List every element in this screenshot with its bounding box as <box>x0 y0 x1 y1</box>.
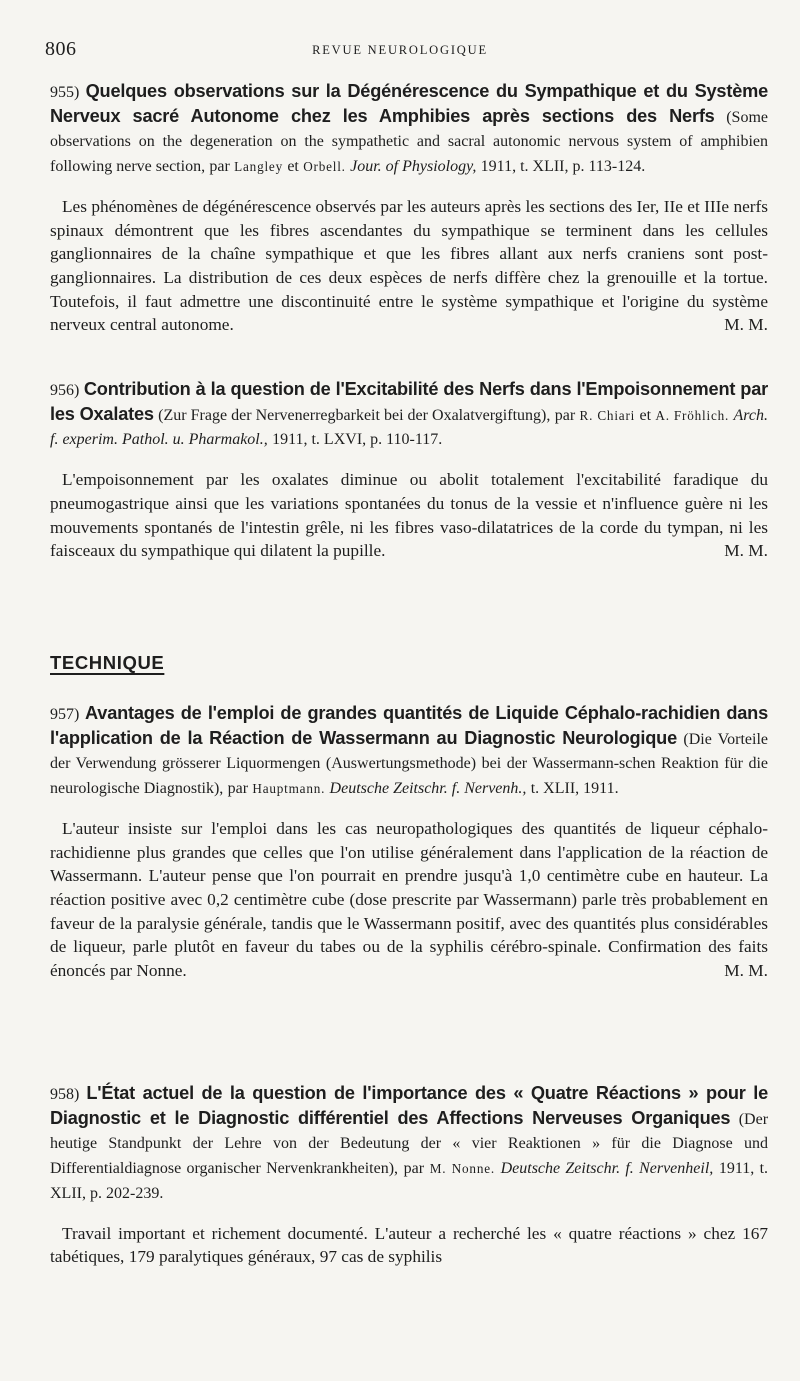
entry-number: 955) <box>50 84 80 101</box>
entry-title: L'État actuel de la question de l'importance des « Quatre Réactions » pour le Diagnostic et le Diagnostic différentiel des Affections Nerveuses Organiques <box>50 1083 768 1128</box>
entry-paragraph: L'auteur insiste sur l'emploi dans les cas neuropathologiques des quantités de liqueur céphalo-rachidienne plus grandes que celles que l'on utilise généralement dans l'application de la réaction de Wassermann. L'auteur pense que l'on pourrait en prendre jusqu'à 1,0 centimètre cube en hauteur. La réaction positive avec 0,2 centimètre cube (dose prescrite par Wassermann) parle très probablement en faveur de la paralysie générale, tandis que le Wassermann positif, avec des quantités plus considérables de liqueur, parle plutôt en faveur du tabes ou de la syphilis cérébro-spinale. Confirmation des faits énoncés par Nonne. <box>50 818 768 981</box>
entry-subtitle: (Some observations on the degeneration on the sympathetic and sacral autonomic nervous system of amphibien following nerve section, <box>50 108 768 176</box>
entry-heading <box>50 1082 768 1206</box>
entry-journal: Arch. f. experim. Pathol. u. Pharmakol., <box>50 406 768 449</box>
entry-number: 958) <box>50 1086 80 1103</box>
abstract-entry-958 <box>50 1082 768 1269</box>
section-heading: TECHNIQUE <box>50 652 165 673</box>
entry-heading <box>50 80 768 179</box>
entry-subtitle: (Zur Frage der Nervenerregbarkeit bei der Oxalatvergiftung), <box>158 406 551 424</box>
entry-signature: M. M. <box>724 315 768 335</box>
entry-paragraph: Travail important et richement documenté. L'auteur a recherché les « quatre réactions » chez 167 tabétiques, 179 paralytiques généraux, 97 cas de syphilis <box>50 1223 768 1267</box>
entry-author: A. Fröhlich. <box>655 407 730 423</box>
entry-number: 956) <box>50 382 80 399</box>
entry-heading <box>50 702 768 801</box>
entry-citation: 1911, t. XLII, p. 113-124. <box>480 158 646 176</box>
entry-body <box>50 817 768 983</box>
entry-author: Hauptmann. <box>252 781 326 797</box>
entry-journal: Deutsche Zeitschr. f. Nervenh., <box>329 780 527 798</box>
entry-title: Avantages de l'emploi de grandes quantités de Liquide Céphalo-rachidien dans l'application de la Réaction de Wassermann au Diagnostic Neurologique <box>50 703 768 748</box>
entry-par: par <box>403 1160 425 1178</box>
entry-citation: 1911, t. XLII, p. 202-239. <box>50 1160 769 1202</box>
entry-citation: t. XLII, 1911. <box>530 780 619 798</box>
entry-journal: Deutsche Zeitschr. f. Nervenheil, <box>500 1160 714 1178</box>
entry-subtitle: (Die Vorteile der Verwendung grösserer Liquormengen (Auswertungsmethode) bei der Wassermann-schen Reaktion für die neurologische Diagnostik), <box>50 730 769 798</box>
entry-body <box>50 195 768 337</box>
entry-body <box>50 468 768 563</box>
entry-signature: M. M. <box>724 961 768 981</box>
entry-paragraph: L'empoisonnement par les oxalates diminue ou abolit totalement l'excitabilité faradique du pneumogastrique ainsi que les variations spontanées du tonus de la vessie et n'influence guère ni les mouvements spontanés de l'intestin grêle, ni les fibres vaso-dilatatrices de la corde du tympan, ni les faisceaux du sympathique qui dilatent la pupille. <box>50 470 768 561</box>
entry-author: Langley <box>234 159 283 175</box>
entry-body <box>50 1222 768 1269</box>
entry-author: Orbell. <box>303 159 346 175</box>
entry-signature: M. M. <box>724 541 768 561</box>
abstract-entry-957 <box>50 702 768 983</box>
running-head: REVUE NEUROLOGIQUE <box>312 43 488 57</box>
entry-subtitle: (Der heutige Standpunkt der Lehre von der Bedeutung der « vier Reaktionen » für die Diagnose und Differentialdiagnose organischer Nervenkrankheiten), <box>50 1110 769 1178</box>
abstract-entry-956 <box>50 378 768 563</box>
entry-citation: 1911, t. LXVI, p. 110-117. <box>272 431 443 449</box>
entry-paragraph: Les phénomènes de dégénérescence observés par les auteurs après les sections des Ier, IIe et IIIe nerfs spinaux démontrent que les fibres ascendantes du sympathique se terminent dans les cellules ganglionnaires de la chaîne sympathique et que les fibres allant aux nerfs craniens sont post-ganglionnaires. La distribution de ces deux espèces de nerfs diffère chez la grenouille et la tortue. Toutefois, il faut admettre une discontinuité entre le système sympathique et l'origine du système nerveux central autonome. <box>50 196 768 335</box>
entry-heading <box>50 378 768 452</box>
entry-author: R. Chiari <box>579 407 636 423</box>
entry-number: 957) <box>50 706 80 723</box>
page-number: 806 <box>45 38 77 60</box>
entry-journal: Jour. of Physiology, <box>350 158 477 176</box>
entry-title: Contribution à la question de l'Excitabilité des Nerfs dans l'Empoisonnement par les Oxalates <box>50 379 768 424</box>
entry-et: et <box>639 406 652 424</box>
abstract-entry-955 <box>50 80 768 337</box>
entry-par: par <box>209 158 230 176</box>
entry-par: par <box>227 780 249 798</box>
entry-title: Quelques observations sur la Dégénérescence du Sympathique et du Système Nerveux sacré Autonome chez les Amphibies après sections des Nerfs <box>50 81 768 126</box>
entry-par: par <box>554 406 576 424</box>
entry-author: M. Nonne. <box>429 1161 495 1177</box>
entry-et: et <box>287 158 299 176</box>
page-header <box>45 38 755 64</box>
